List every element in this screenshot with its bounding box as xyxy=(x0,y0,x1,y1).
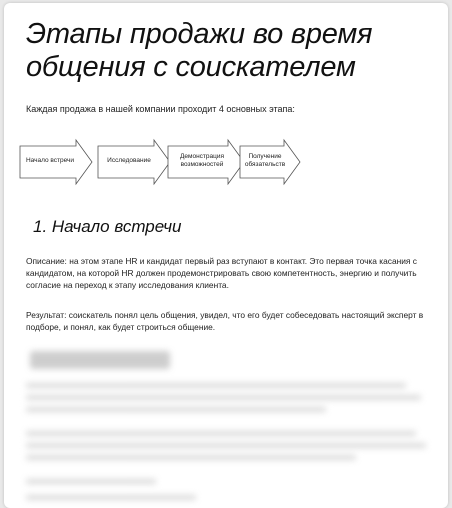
blurred-line xyxy=(26,383,406,388)
stage-label-2: Исследование xyxy=(107,157,151,164)
intro-text: Каждая продажа в нашей компании проходит 4 основных этапа: xyxy=(26,104,295,114)
stage-label-3: Демонстрация возможностей xyxy=(179,153,225,168)
blurred-line xyxy=(26,495,196,500)
stage-label-4: Получение обязательств xyxy=(244,153,286,168)
section-heading: 1. Начало встречи xyxy=(33,217,182,236)
section-description: Описание: на этом этапе HR и кандидат первый раз вступают в контакт. Это первая точка касания с кандидатом, на которой HR должен продемонстрировать свою компетентность, энергию и получить согласие на переход к этапу исследования клиента. xyxy=(26,256,417,290)
stages-diagram xyxy=(18,138,318,193)
blurred-line xyxy=(26,431,416,436)
blurred-heading xyxy=(30,351,170,369)
blurred-line xyxy=(26,407,326,412)
blurred-line xyxy=(26,455,356,460)
document-page xyxy=(4,3,448,508)
page-title: Этапы продажи во время общения с соискателем xyxy=(26,18,373,83)
blurred-line xyxy=(26,395,421,400)
stage-label-1: Начало встречи xyxy=(25,157,75,164)
blurred-line xyxy=(26,479,156,484)
section-result: Результат: соискатель понял цель общения, увидел, что его будет собеседовать настоящий эксперт в подборе, и понял, как будет строиться общение. xyxy=(26,310,424,332)
blurred-line xyxy=(26,443,426,448)
blurred-content xyxy=(4,345,448,508)
